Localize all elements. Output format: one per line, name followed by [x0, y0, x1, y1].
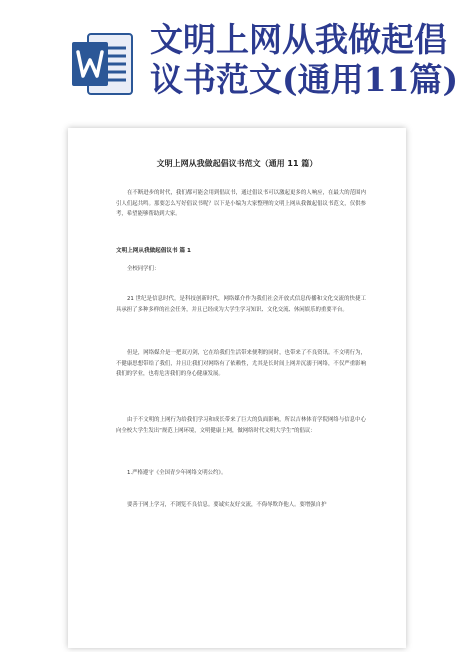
document-page [68, 128, 406, 648]
section-heading: 文明上网从我做起倡议书 篇 1 [116, 248, 191, 254]
footer-strip [0, 652, 474, 669]
intro-paragraph: 在不断进步的时代，我们都可能会用到倡议书，通过倡议书可以激起更多的人响应，在最大的范围内引人们起共鸣。那要怎么写好倡议书呢？以下是小编为大家整理的文明上网从我做起倡议书范文，仅供参考，希望能够帮助到大家。 [116, 190, 366, 217]
word-document-icon [70, 32, 134, 96]
paragraph-3: 由于不文明的上网行为给我们学习和成长带来了巨大的负面影响，所以吉林体育学院网络与信息中心向全校大学生发出“规范上网环境，文明健康上网，做网络时代文明大学生”的倡议： [116, 417, 366, 434]
banner [0, 0, 474, 122]
banner-title: 文明上网从我做起倡议书范文(通用11篇) [150, 20, 459, 99]
paragraph-2: 但是，网络媒介是一把双刃剑，它在给我们生活带来便利的同时，也带来了不良资讯。不文明行为，不健康思想带给了我们，并且让我们对网络有了依赖性，尤其是长时间上网并沉溺于网络，不仅严重影响我们的学业，也将危害我们的身心健康发展。 [116, 350, 366, 377]
greeting-paragraph: 全校同学们： [127, 266, 160, 272]
document-title: 文明上网从我做起倡议书范文（通用 11 篇） [156, 159, 318, 168]
paragraph-1: 21 世纪是信息时代，是科技创新时代，网络媒介作为我们社会开放式信息传播和文化交流的快捷工具承担了多种多样的社会任务，并且已经成为大学生学习知识、文化交流、休闲娱乐的重要平台。 [116, 296, 366, 313]
paragraph-4: 要善于网上学习，不浏览不良信息。要诚实友好交流，不侮辱欺诈他人。要增强自护 [127, 502, 327, 508]
list-item-1: 1.严格遵守《全国青少年网络文明公约》。 [127, 470, 227, 476]
